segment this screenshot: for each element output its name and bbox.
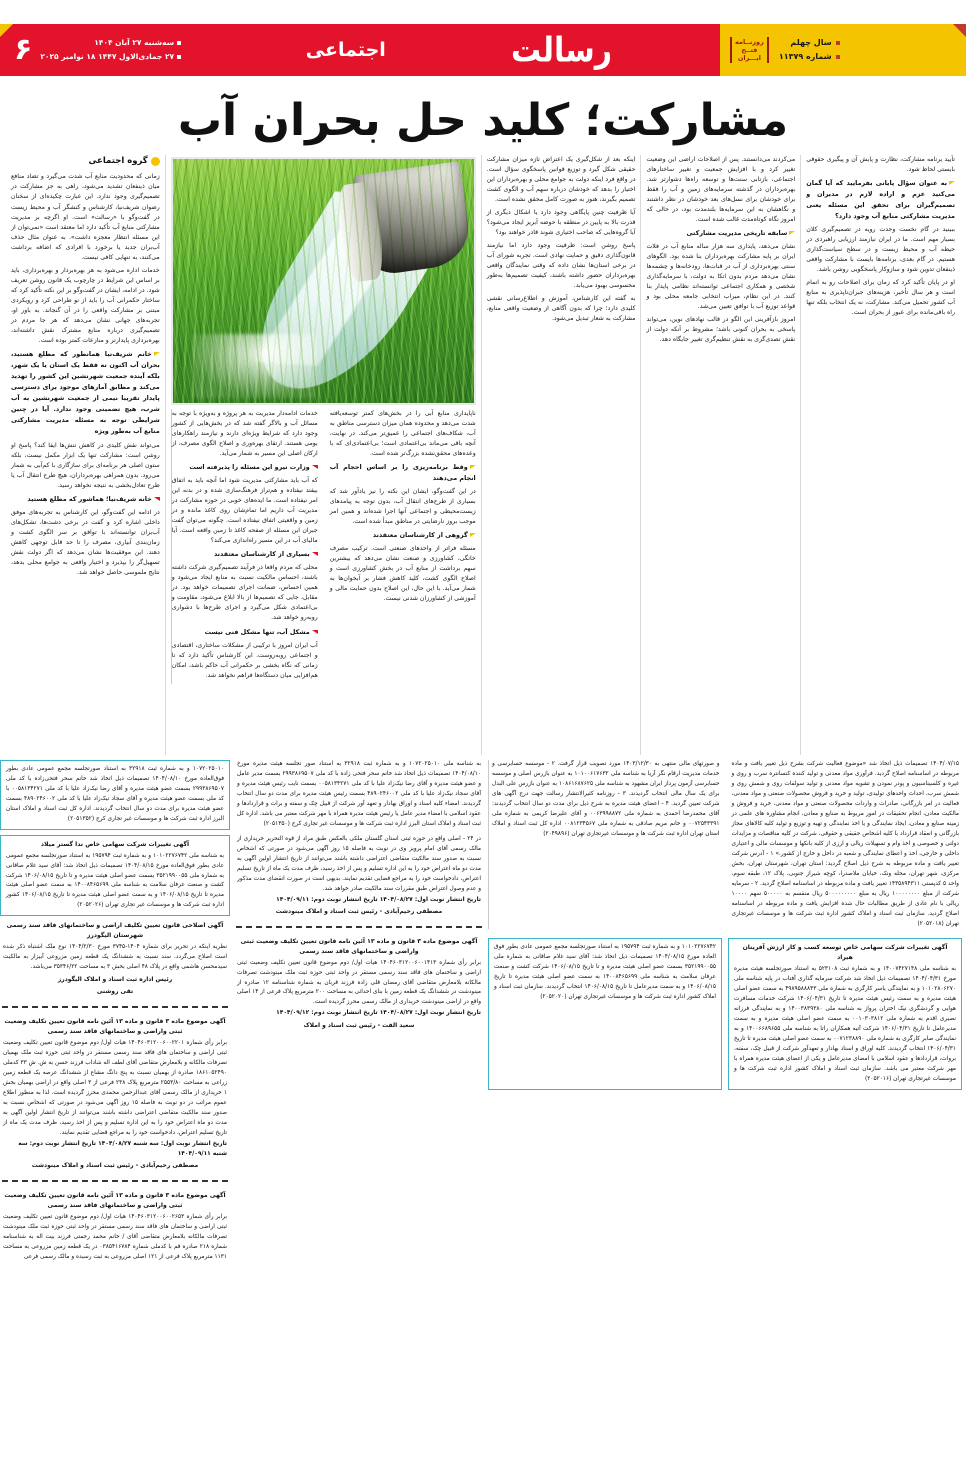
paragraph: به گفته این کارشناس، آموزش و اطلاع‌رسانی نقشی کلیدی دارد؛ چرا که بدون آگاهی از وضعیت واقعی منابع، مشارکت به شعار تبدیل می‌شود. [486, 295, 636, 323]
paragraph: نشان می‌دهد، پایداری سه هزار ساله منابع آب در فلات ایران بر پایه مشارکت بهره‌برداران بنا شده بود. الگوهای سنتی بهره‌برداری از آب در قنات‌ها، رودخانه‌ها و چشمه‌ها نشان می‌دهد مردم بدون اتکا به دولت، با سرمایه‌گذاری شخصی و همکاری اجتماعی توانسته‌اند نظامی پایدار بنا کنند. در این نظام، میراب انتخابی جامعه محلی بود و قواعد توزیع آب با توافق تعیین می‌شد. [646, 242, 796, 311]
article-column-left [800, 155, 960, 755]
triangle-bullet-icon [312, 552, 318, 556]
paper-name: رسالت [510, 29, 612, 71]
masthead-issue-block [720, 24, 966, 76]
classified-notice-boxed [0, 835, 230, 917]
photo-under-col-left [326, 409, 476, 684]
triangle-bullet-icon [154, 352, 160, 356]
date-lunar-gregorian: ۲۷ جمادی‌الاول ۱۴۴۷ ۱۸ نوامبر ۲۰۲۵ [40, 52, 175, 61]
classifieds-column-wide [488, 760, 962, 1438]
section-name: اجتماعی [305, 39, 386, 61]
classified-notice [0, 1017, 230, 1171]
classified-notice [729, 760, 963, 929]
paragraph: محلی که مردم واقعا در فرآیند تصمیم‌گیری شرکت داشته باشند، احساس مالکیت نسبت به منابع ایجاد می‌شود و همین احساس، ضمانت اجرای تصمیمات خواهد بود. در مقابل، جایی که تصمیم‌ها از بالا ابلاغ می‌شود، مقاومت و بی‌اعتمادی شکل می‌گیرد و اجرای طرح‌ها با دشواری روبه‌رو خواهد شد. [171, 564, 318, 622]
notice-body: ۱۴۰۴/۰۷/۱۵ تصمیمات ذیل اتخاذ شد «موضوع فعالیت شرکت بشرح ذیل تغییر یافت و ماده مربوطه در اساسنامه اصلاح گردید. فرآوری مواد معدنی و تولید کننده کنسانتره سرب و روی و غیره و کلسیناسیون و پودر نمودن و تشویه مواد معدنی و تولید سولفات روی و شمش روی و شمش سرب، احداث واحدهای تولیدی، تولید و خرید و فروش محصولات صنعتی و مواد معدنی، فعالیت در امر بازرگانی، صادرات و واردات محصولات صنعتی و مواد معدنی، خرید و فروش و مالکیت معادن، انجام تحقیقات در امور مربوط به صنایع و معادن، انجام مشاوره های علمی در زمینه صنایع و معادن، ایجاد نمایندگی و یا اخذ نمایندگی و تهیه و توزیع و تولید کلیه کالاهای مجاز بازرگانی و انعقاد قرارداد با کلیه اشخاص حقیقی و حقوقی، شرکت در کلیه مناقصات و مزایدات دولتی و خصوصی و اخذ وام و تسهیلات ریالی و ارزی از کلیه بانکها و موسسات مالی و اعتباری داخلی و خارجی، اخذ و اعطای نمایندگی و شعبه در داخل و خارج از کشور.» [731, 761, 959, 857]
subheading: خانه شریف‌نیا؛ هماشور که مطلع هستید [27, 494, 152, 503]
paragraph: او در پایان تأکید کرد که زمان برای اصلاحات رو به اتمام است و هر سال تأخیر، هزینه‌های جبران‌ناپذیری به منابع آب کشور تحمیل می‌کند. مشارکت، نه یک انتخاب بلکه تنها راه باقی‌مانده برای عبور از بحران است. [806, 279, 955, 317]
triangle-bullet-icon [312, 465, 318, 469]
classified-notice-boxed [488, 938, 722, 1089]
article-columns [6, 155, 960, 755]
masthead-dates [40, 36, 180, 65]
subheading: به عنوان سؤال پایانی بفرمایید که آیا گمان می‌کنید عزم و اراده لازم در مدیران و تصمیم‌گیران برای تحقق این مسئله یعنی مدیریت مشارکتی منابع آب وجود دارد؟ [806, 178, 955, 220]
classifieds-column-right [0, 760, 230, 1438]
notice-body: برابر رأی شماره ۱۴۰۴۶۰۳۱۲۰۰۶۰۰۲۶۵۳ هیات اول/ دوم موضوع قانون تعیین تکلیف وضعیت ثبتی اراضی و ساختمان های فاقد سند رسمی مستقر در واحد ثبتی حوزه ثبت ملک مینودشت تصرفات مالکانه بلامعارض متقاضی آقای / خانم محمد رحمتی فرزند بیت اله به شناسنامه شماره ۲۱۸ صادره قم با کدملی شماره ۰۳۸۵۴۱۶۷۸۴ در یک قطعه زمین مزروعی به مساحت ۱۱۳۱ مترمربع پلاک فرعی از ۱۲۱ اصلی مزروعی به ثبت رسیده و مالک رسمی فرعی [3, 1213, 228, 1260]
corner-triangle-red-icon [953, 24, 966, 37]
paragraph: آیا ظرفیت چنین پایگاهی وجود دارد یا اشکال دیگری از قدرت بالا به پایین در منطقه با حوضه آبریز ایجاد می‌شود؟ آیا گروه‌هایی که صاحب اختیاری شوند قادر خواهند بود؟ [486, 208, 636, 236]
notice-body: برابر رأی شماره ۱۴۰۴۶۰۳۱۲۰۰۶۰۰۱۴۱۳ هیات اول/ دوم موضوع قانون تعیین تکلیف وضعیت ثبتی اراضی و ساختمان های فاقد سند رسمی مستقر در واحد ثبتی حوزه ثبت ملک مینودشت تصرفات مالکانه بلامعارض متقاضی آقای رمضان قلی زاده فرزند قربان به شماره شناسنامه ۱۲ صادره از مینودشت در ششدانگ یک قطعه زمین با بنای احداثی به مساحت ۲۰۰ مترمربع پلاک فرعی از ۱۴ اصلی واقع در اراضی مینودشت خریداری از مالک رسمی محرز گردیده است. [237, 959, 482, 1006]
photo-under-col-right [171, 409, 322, 684]
article-photo [171, 157, 476, 405]
article-headline: مشارکت؛ کلید حل بحران آب [177, 95, 789, 146]
paragraph: آب ایران امروز با ترکیبی از مشکلات ساختاری، اقتصادی و اجتماعی روبه‌روست. این کارشناس تأکید دارد که تا زمانی که نگاه بخشی بر حکمرانی آب حاکم باشد، امکان هم‌افزایی میان دستگاه‌ها فراهم نخواهد شد. [171, 641, 318, 679]
subheading: سابقه تاریخی مدیریت مشارکتی [686, 228, 788, 237]
paragraph: امروز بازآفرینی این الگو در قالب نهادهای نوین، می‌تواند پاسخی به بحران کنونی باشد؛ مشروط بر آنکه دولت از نقش تصدی‌گری به نقش تنظیم‌گری تغییر جایگاه دهد. [646, 316, 796, 344]
paragraph: در این گفت‌وگو، ایشان این نکته را نیز یادآور شد که بسیاری از طرح‌های انتقال آب، بدون توجه به پیامدهای زیست‌محیطی و اجتماعی آنها اجرا شده‌اند و همین امر موجب بروز نارضایتی در مناطق مبدأ شده است. [329, 487, 476, 526]
article-column-left-mid [640, 155, 800, 755]
notice-signature: مصطفی رحیم‌آبادی - رئیس ثبت اسناد و املاک مینودشت [275, 907, 443, 915]
newspaper-logo [730, 37, 769, 63]
article-photo-wrap [171, 157, 476, 405]
bullet-square-icon [836, 55, 840, 59]
paragraph: که آب باید مشارکتی مدیریت شود اما آنچه باید به اتفاق بیفتد نیفتاده و هم‌تراز فرهنگ‌سازی شده و در بدنه این امر نیفتاده است. ما ایده‌های خوبی در حوزه مشارکت در مدیریت آب داریم اما تمام‌شان روی کاغذ مانده و در زمین و واقعیتی اتفاق نیفتاده است. چگونه می‌توان گفت جبران این مسئله از صفحه کاغذ تا زمین واقعه است. آیا مالیای آب در این مسیر راه‌اندازی می‌کند؟ [171, 476, 318, 545]
notice-dates: تاریخ انتشار نوبت اول: ۱۴۰۴/۰۸/۲۷ تاریخ انتشار نوبت دوم: ۱۴۰۴/۰۹/۱۱ [276, 896, 481, 903]
logo-line-1: روزنــامه [735, 37, 764, 46]
classified-notice [234, 760, 484, 830]
notice-body: نظریه اینکه در تحریر برای شماره ۱۴۰۴-۳۷۴۵ مورخ ۱۴۰۴/۲/۳۰ نوع ملک اشتباه ذکر شده است اصلاح می‌گردد. سند نسبت به ششدانگ یک قطعه زمین مزروعی آبیزار به مالکیت سیدمحسن هاشمی واقع در پلاک ۴۸ اصلی بخش ۳ به مساحت ۳۵۳۴۶/۲۲ می‌باشد. [3, 943, 227, 970]
notice-signature: سعید الفت - رئیس ثبت اسناد و املاک [303, 1021, 415, 1029]
byline-text: گروه اجتماعی [88, 155, 148, 166]
byline-dot-icon [151, 157, 160, 166]
notice-body: در ۲۴ - اصلی واقع در حوزه ثبتی استان گلستان ملکی بالعکس طبق مراد از قوه التحریر خریداری از مالک رسمی آقای امام پرویز وی در نوبت به فاصله ۱۵ روز آگهی می‌شود در صورتی که اشخاص نسبت به صدور سند مالکیت متقاضی اعتراضی داشته باشند می‌توانند از تاریخ انتشار اولین آگهی به مدت دو ماه اعتراض خود را به این اداره تسلیم و پس از اخذ رسید، ظرف مدت یک ماه از تاریخ تسلیم اعتراض، دادخواست خود را به مراجع قضایی تقدیم نمایند. بدیهی است در صورت انقضای مدت مذکور و عدم وصول اعتراض طبق مقررات سند مالکیت صادر خواهد شد. [237, 835, 481, 892]
notice-title: آگهی تغییرات شرکت سهامی خاص ندا گستر میلاد [40, 840, 190, 848]
subheading: وقط برنامه‌ریزی را بر اساس احجام آب انجام می‌دهند [329, 462, 476, 482]
subheading: بسیاری از کارشناسان معتقدند [213, 550, 310, 559]
classified-notice [488, 760, 723, 929]
notice-title: آگهی تغییرات شرکت سهامی خاص توسعه کسب و کار ارزش آفرینان هیراد [742, 944, 948, 962]
article-column-mid-left [481, 155, 641, 755]
notice-body: ۱۰۷۲۰۲۵۰۱۰ و به شماره ثبت ۳۲۹۱۸ به استناد صورتجلسه مجمع عمومی عادی بطور فوق‌العاده مورخ ۱۴۰۴/۰۸/۱۰ تصمیمات ذیل اتخاذ شد خانم سحر فتحی‌زاده با کد ملی ۲۹۹۳۸۶۹۵۰۷ بسمت عضو هیئت مدیره و آقای رضا نیک‌زاد علیا با کد ملی ۰۰۵۸۱۳۴۲۷۱ با کد ملی بسمت عضو هیئت مدیره و آقای سجاد نیک‌زاد علیا با کد ملی ۴۸۹۰۲۴۶۰۰۲ بسمت عضو هیئت مدیره برای مدت دو سال انتخاب گردیدند. اداره کل ثبت اسناد و املاک استان البرز اداره ثبت شرکت ها و موسسات غیر تجاری کرج (۲۰۵۱۳۵۲) [6, 766, 225, 822]
subheading: وزارت نیرو این مسئله را پذیرفته است [189, 462, 310, 471]
corner-triangle-yellow-icon [0, 24, 13, 37]
logo-line-3: ایـــران [737, 54, 761, 63]
notice-dates: تاریخ انتشار نوبت اول: سه شنبه ۱۴۰۴/۰۸/۲۷ تاریخ انتشار نوبت دوم: سه شنبه ۱۴۰۴/۰۹/۱۱ [18, 1140, 227, 1157]
masthead-date-block [14, 32, 181, 67]
paragraph: می‌کردند می‌دانستند. پس از اصلاحات اراضی این وضعیت تغییر کرد و با افزایش جمعیت و تغییر ساختارهای اجتماعی، بازتابی سنت‌ها و توسعه راه‌ها دشوارتر شد. بهره‌برداران در گذشته سرمایه‌های زمین و آب را فقط برای خودشان برای نسل‌های بعد خودشان در نظر داشتند و نگاهشان به این سرمایه‌ها بلندمدت بود، در حالی که امروز نگاه کوتاه‌مدت غالب شده است. [646, 155, 796, 223]
notice-body: برابر رأی شماره ۱۴۰۴۶۰۳۱۲۰۰۶۰۰۲۲۰۱ هیات اول/ دوم موضوع قانون تعیین تکلیف وضعیت ثبتی اراضی و ساختمان های فاقد سند رسمی مستقر در واحد ثبتی حوزه ثبت ملک بهمیان تصرفات مالکانه و بلامعارض متقاضی آقای لطف اله شاداب فرزند حسن به ش. ش ۳۳ کدملی ۱۸۶۱۰۵۲۴۹۰ صادره از بهمیان نسبت به پنج دانگ مشاع از ششدانگ عرصه یک قطعه زمین زراعی به مساحت ۲۵۵۳/۸۰ مترمربع پلاک ۲۳۸ فرعی از ۳ اصلی واقع در اراضی بهمیان بخش ۱ خریداری از مالک رسمی آقای عبدالرحمن محمدی محرز گردیده است. لذا به منظور اطلاع عموم مراتب در دو نوبت به فاصله ۱۵ روز آگهی می‌شود در صورتی که اشخاص نسبت به صدور سند مالکیت متقاضی اعتراضی داشته باشند می‌توانند از تاریخ انتشار اولین آگهی به مدت دو ماه اعتراض خود را به این اداره تسلیم و پس از اخذ رسید، ظرف مدت یک ماه از تاریخ تسلیم اعتراض، دادخواست خود را به مراجع قضایی تقدیم نمایند. [3, 1039, 228, 1136]
masthead-issue-number: شماره ۱۱۳۷۹ [778, 52, 832, 61]
subheading: مشکل آب، تنها مشکل فنی نیست [204, 627, 310, 636]
classifieds-region [0, 756, 966, 1446]
paragraph: ببینید در گام نخست وحدت رویه در تصمیم‌گیری کلان بسیار مهم است. ما در ایران نیازمند ارزیابی راهبردی در حیطه آب و محیط زیست و در سطح سیاست‌گذاری هستیم. در گام بعدی، برنامه‌ها بایست با مشارکت واقعی ذینفعان تدوین شود و سازوکار پاسخگویی روشن باشد. [806, 225, 955, 274]
paragraph: در ادامه این گفت‌وگو، این کارشناس به تجربه‌های موفق داخلی اشاره کرد و گفت در برخی دشت‌ها، تشکل‌های آب‌بران توانسته‌اند با توافق بر سر الگوی کشت و زمان‌بندی آبیاری، مصرف را تا حد قابل توجهی کاهش دهند. این موفقیت‌ها نشان می‌دهد که اگر دولت نقش تسهیل‌گر را بپذیرد و اختیار واقعی به جوامع محلی بدهد، نتایج ملموسی حاصل خواهد شد. [10, 508, 160, 577]
notice-title: آگهی موضوع ماده ۳ قانون و ماده ۱۳ آئین نامه قانون تعیین تکلیف وضعیت ثبتی واراضی و ساختمانهای فاقد سند رسمی [4, 1192, 226, 1209]
logo-line-2: فتــح [741, 45, 758, 54]
paragraph: زمانی که محدودیت منابع آب شدت می‌گیرد و تضاد منافع میان ذینفعان تشدید می‌شود، راهی به جز مشارکت در تصمیم‌گیری وجود ندارد. این عبارت چکیده‌ای از سخنان رضوان شریف‌نیا، کارشناس و کنشگر آب و محیط زیست در گفت‌وگو با «رسالت» است. او اگرچه بر مدیریت مشارکتی منابع آب تأکید دارد اما معتقد است «نمی‌توان از این مسئله انتظار معجزه داشت». به عنوان مثال حذف آب‌بران جدید یا برخورد با افرادی که اضافه برداشت می‌کنند، به تنهایی کافی نیست. [10, 173, 160, 261]
classified-notice-boxed [0, 760, 230, 830]
paragraph: ناپایداری منابع آبی را در بخش‌های کمتر توسعه‌یافته شدت می‌دهد و محدوده همان میزان دسترسی مناطق به آب، شکاف‌های اجتماعی را عمیق‌تر می‌کند. در نهایت، آنچه باقی می‌ماند بی‌اعتمادی است؛ بی‌اعتمادی‌ای که با وعده‌های محقق‌نشده بزرگ‌تر شده است. [329, 409, 476, 457]
classified-notice [0, 1191, 230, 1262]
paragraph: خدمات ادامه‌دار مدیریت به هر پروژه و به‌ویژه با توجه به مسائل آب و بالاگر گفته شد که در بخش‌هایی از کشور وجود دارد که شرایط ویژه‌ای دارند و نیازمند راهکارهای بومی هستند. ارتقای بهره‌وری و اصلاح الگوی مصرف، از ارکان اصلی این مسیر به شمار می‌آید. [171, 409, 318, 457]
triangle-bullet-icon [789, 231, 795, 235]
triangle-bullet-icon [949, 181, 955, 185]
notice-body: به شناسه ملی ۱۰۱۰۲۲۷۶۷۴۲ و به شماره ثبت ۱۹۵۷۹۴ به استناد صورتجلسه مجمع عمومی عادی بطور فوق‌العاده مورخ ۱۴۰۴/۰۸/۱۵ تصمیمات ذیل اتخاذ شد: آقای سید غلام صاقانی به شماره ملی ۳۵۲۱۹۹۰۰۵۵ بسمت عضو اصلی هیئت مدیره و تا تاریخ ۱۴۰۶/۰۸/۱۵ شرکت کشت و صنعت عرفان سلامت به شناسه ملی ۱۴۰۰۸۴۶۵۶۹۹ به سمت عضو اصلی هیئت مدیره تا تاریخ ۱۴۰۶/۰۸/۱۵ و به سمت عضو اصلی هیئت مدیره تا تاریخ ۱۴۰۶/۰۸/۱۵ کشور اداره ثبت شرکت ها و موسسات غیر تجاری تهران (۲۰۵۲۰۲۶) [6, 852, 225, 909]
classified-notice [234, 937, 484, 1031]
masthead-red-bar [0, 24, 720, 76]
notice-body-extra: ۱ - آدرس شرکت تغییر یافت و ماده مربوطه به شرح ذیل اصلاح گردید: استان تهران، شهرستان تهران، بخش مرکزی، شهر تهران، محله ونک، خیابان ملاصدرا، کوچه شیراز جنوبی، پلاک ۱۲، طبقه سوم، واحد ۵ کدپستی ۱۴۳۵۸۹۴۳۱۱ تغییر یافت و ماده مربوطه در اساسنامه اصلاح گردید. ۲ - سرمایه شرکت از مبلغ ۱۰۰۰۰۰۰۰۰ ریال به مبلغ ۵۰۰۰۰۰۰۰۰۰ ریال منقسم به ۵۰۰۰۰۰ سهم ۱۰۰۰۰ ریالی با نام عادی از طریق مطالبات حال شده افزایش یافت و ماده مربوطه در اساسنامه اصلاح گردید. سازمان ثبت اسناد و املاک کشور اداره ثبت شرکت ها و موسسات غیرتجاری تهران (۲۰۵۲۰۱۸) [731, 850, 960, 927]
notice-signature-name: تقی روشنی [96, 988, 134, 996]
notice-dates: تاریخ انتشار نوبت اول: ۱۴۰۴/۰۸/۲۷ تاریخ انتشار نوبت دوم: ۱۴۰۴/۰۹/۱۲ [276, 1010, 481, 1017]
article-byline [11, 155, 160, 169]
classified-notice-boxed [728, 938, 962, 1089]
notice-body: ۱۰۱۰۲۲۷۶۷۴۲ و به شماره ثبت ۱۹۵۷۹۴ به استناد صورتجلسه مجمع عمومی عادی بطور فوق العاده مورخ ۱۴۰۴/۰۸/۱۵ تصمیمات ذیل اتخاذ شد: آقای سید غلام صاقانی به شماره ملی ۳۵۲۱۹۹۰۰۵۵ بسمت عضو اصلی هیئت مدیره و تا تاریخ ۱۴۰۶/۰۸/۱۵ شرکت کشت و صنعت عرفان سلامت به شناسه ملی ۱۴۰۰۸۴۶۵۶۹۹ به سمت عضو اصلی هیئت مدیره تا تاریخ ۱۴۰۶/۰۸/۱۵ و به سمت مدیرعامل تا تاریخ ۱۴۰۶/۰۸/۱۵ انتخاب گردیدند. سازمان ثبت اسناد و املاک کشور اداره ثبت شرکت ها و موسسات غیرتجاری تهران (۲۰۵۲۰۲۰) [494, 944, 717, 1001]
notice-signature: رئیس اداره ثبت اسناد و املاک الیگودرز [57, 975, 173, 983]
notice-title: آگهی اصلاحی قانون تعیین تکلیف اراضی و ساختمانهای فاقد سند رسمی شهرستان الیگودرز [6, 922, 224, 940]
subheading: گروهی از کارشناسان معتقدند [372, 531, 468, 540]
classified-notice [0, 921, 230, 997]
notice-body: به شناسه ملی ۱۰۷۲۰۲۵۰۱۰ و به شماره ثبت ۳۲۹۱۸ به استناد صور تجلسه هیئت مدیره مورخ ۱۴۰۴/۰۸/۱۰ تصمیمات ذیل اتخاذ شد خانم سحر فتحی زاده با کد ملی ۲۹۹۳۸۶۹۵۰۷ بسمت مدیر عامل و عضو هیئت مدیره و آقای رضا نیک‌زاد علیا با کد ملی ۰۰۵۸۱۳۴۲۷۱ بسمت نایب رئیس هیئت مدیره و آقای سجاد نیک‌زاد علیا با کد ملی ۴۸۹۰۲۴۶۰۰۲ بسمت رئیس هیئت مدیره برای مدت دو سال انتخاب گردیدند. امضاء کلیه اسناد و اوراق بهادار و تعهد آور شرکت از قبیل چک و سفته و برات و قراردادها و عقود اسلامی با امضاء مدیر عامل یا رئیس هیئت مدیره همراه با مهر شرکت معتبر می باشد. اداره کل ثبت اسناد و املاک استان البرز اداره ثبت شرکت ها و موسسات غیر تجاری کرج (۲۰۵۱۳۵۰) [237, 761, 481, 827]
notice-body: به شناسه ملی ۱۴۰۰۷۴۲۷۱۴۸ و به شماره ثبت ۵۲۳۱۰۸ به استناد صورتجلسه هیئت مدیره مورخ ۱۴۰۴/۰۴/۳۱ تصمیمات ذیل اتخاذ شد شرکت سرمایه گذاری آفتاب در پایه شناسه ملی ۱۰۱۰۲۸۰۶۲۷۰ و به نمایندگی یاسر کارگری به شماره ملی ۴۹۸۹۵۸۸۸۴۳ به سمت عضو اصلی هیئت مدیره و به سمت رئیس هیئت مدیره تا تاریخ ۱۴۰۶/۰۴/۳۱ شرکت خدمات مسافرت هوایی و گردشگری نیک اختران پرواز به شناسه ملی ۱۴۰۰۳۸۳۹۳۸۰ و به نمایندگی فرزانه نصیری اقدم به شماره ملی ۰۰۱۰۳۰۳۸۱۲ به سمت عضو اصلی هیئت مدیره و به سمت مدیرعامل تا تاریخ ۱۴۰۶/۰۴/۳۱ شرکت آتیه همکاران راتا به شناسه ملی ۱۴۰۰۶۶۸۹۶۵۵ و به نمایندگی صابر کارگری به شماره ملی ۰۰۷۱۲۳۸۸۹۰ به سمت عضو اصلی هیئت مدیره تا تاریخ ۱۴۰۶/۰۴/۳۱ انتخاب گردیدند. کلیه اوراق و اسناد بهادار و تعهدآور شرکت از قبیل چک، سفته، بروات، قراردادها و عقود اسلامی با امضای مدیرعامل و یکی از اعضای هیئت مدیره همراه با مهر شرکت معتبر می باشد. سازمان ثبت اسناد و املاک کشور اداره ثبت شرکت ها و موسسات غیرتجاری تهران (۲۰۵۲۰۱۶) [734, 965, 957, 1082]
notice-signature: مصطفی رحیم‌آبادی - رئیس ثبت اسناد و املاک مینودشت [31, 1161, 199, 1169]
paragraph: اینکه بعد از شکل‌گیری یک اعتراض تازه میزان مشارکت حقیقی شکل گیرد و توزیع قوانین پاسخگوی سؤال است. در واقع فرد اینکه دولت به جوامع محلی و بهره‌برداران این اختیار را بدهد که خودشان درباره سهم آب و الگوی کشت تصمیم بگیرند، هنوز به صورت کامل محقق نشده است. [486, 155, 636, 203]
paragraph: تأیید برنامه مشارکت، نظارت و پایش آن و پیگیری حقوقی بایستی لحاظ شود. [806, 155, 955, 173]
classifieds-column-mid [234, 760, 484, 1438]
triangle-bullet-icon [470, 465, 476, 469]
date-solar: سه‌شنبه ۲۷ آبان ۱۴۰۴ [94, 37, 175, 47]
notice-body: و صورتهای مالی منتهی به ۱۴۰۳/۱۲/۳۰ مورد تصویب قرار گرفت. ۲ - موسسه حسابرسی و خدمات مدیریت ارقام نگر آریا به شناسه ملی ۱۰۱۰۰۶۱۷۶۳۲ به عنوان بازرس اصلی و موسسه حسابرسی آزمون پرداز ایران مشهود به شناسه ملی ۱۰۸۶۱۶۸۷۶۲۵ به عنوان بازرس علی البدل برای یک سال مالی انتخاب گردیدند. ۳ - روزنامه کثیرالانتشار رسالت جهت درج آگهی های شرکت تعیین گردید. ۴ - اعضای هیئت مدیره به شرح ذیل برای مدت دو سال انتخاب گردیدند: آقای محمدرضا احمدی به شماره ملی ۰۰۶۳۹۹۸۸۷۲ و آقای علیرضا کریمی به شماره ملی ۰۰۷۲۵۴۳۳۹۱ و خانم مریم صادقی به شماره ملی ۰۰۸۱۲۳۴۵۶۷ اداره کل ثبت اسناد و املاک استان تهران اداره ثبت شرکت ها و موسسات غیرتجاری تهران (۲۰۴۹۸۹۶) [492, 761, 720, 837]
masthead-year: سال چهلم [790, 38, 832, 48]
notice-title: آگهی موضوع ماده ۳ قانون و ماده ۱۳ آئین نامه قانون تعیین تکلیف وضعیت ثبتی واراضی و ساختمانهای فاقد سند رسمی [4, 1018, 226, 1036]
article-column-right [6, 155, 165, 755]
subheading: خانم شریف‌نیا همانطور که مطلع هستید، بحران آب اکنون نه فقط یک استان یا یک شهر، بلکه آینده جمعیت شهرنشین این کشور را تهدید می‌کند و مطابق آمارهای موجود برای دسترسی پایدار تقریبا نیمی از جمعیت شهرنشین به آب شرب، هیچ تضمینی وجود ندارد. آیا در چنین شرایطی توجه به مسئله مدیریت مشارکتی منابع آب به‌طور ویژه [10, 350, 160, 436]
triangle-bullet-icon [312, 630, 318, 634]
paragraph: می‌تواند نقش کلیدی در کاهش تنش‌ها ایفا کند؟ پاسخ او روشن است: مشارکت تنها یک ابزار مکمل نیست، بلکه ستون اصلی هر برنامه‌ای برای سازگاری با کم‌آبی به شمار می‌رود. بدون همراهی بهره‌برداران، هیچ طرح انتقال آب یا طرح تعادل‌بخشی به نتیجه نخواهد رسید. [10, 441, 160, 489]
masthead-issue-lines [779, 36, 840, 63]
dashed-divider [2, 1180, 228, 1182]
article-column-center-photo [165, 155, 481, 755]
masthead [0, 24, 966, 76]
bullet-square-icon [177, 41, 181, 45]
dashed-divider [2, 1006, 228, 1008]
page-number: ۶ [14, 32, 33, 67]
bullet-square-icon [177, 55, 181, 59]
photo-under-columns [171, 409, 476, 684]
triangle-bullet-icon [154, 497, 160, 501]
paragraph: مسئله فراتر از واحدهای صنعتی است. ترکیب مصرف خانگی، کشاورزی و صنعت نشان می‌دهد که بیشترین سهم برداشت از منابع آب در بخش کشاورزی است و اصلاح الگوی کشت، کلید کاهش فشار بر آبخوان‌ها به شمار می‌آید. با این حال، این اصلاح بدون حمایت مالی و آموزشی از کشاورزان شدنی نیست. [329, 545, 476, 603]
classified-notice [234, 835, 484, 917]
bullet-square-icon [836, 41, 840, 45]
paragraph: پاسخ روشن است: ظرفیت وجود دارد اما نیازمند قانون‌گذاری دقیق و حمایت نهادی است. تجربه شورای آب در برخی استان‌ها نشان داده که وقتی نمایندگان واقعی بهره‌برداران حضور داشته باشند، کیفیت تصمیم‌ها به‌طور محسوسی بهبود می‌یابد. [486, 241, 636, 290]
dashed-divider [236, 926, 482, 928]
triangle-bullet-icon [470, 533, 476, 537]
article-region [0, 76, 966, 756]
notice-title: آگهی موضوع ماده ۳ قانون و ماده ۱۳ آئین نامه قانون تعیین تکلیف وضعیت ثبتی واراضی و ساختمانهای فاقد سند رسمی [240, 938, 478, 955]
photo-foreground-grass [173, 159, 474, 403]
paragraph: خدمات اداره می‌شود به هر بهره‌بردار و بهره‌برداری، باید بر اساس این شرایط در چارچوب یک قانون روشن تعریف شود. در ادامه، ایشان در گفت‌وگو بر این نکته تأکید کرد که ساختار حکمرانی آب را باید از نو طراحی کرد و رویکردی مبتنی بر مشارکت واقعی را در آن گنجاند. به باور او، تجربه‌های جهانی نشان می‌دهد که هر جا مردم در تصمیم‌گیری درباره منابع مشترک نقش داشته‌اند، بهره‌برداری پایدارتر و منازعات کمتر بوده است. [10, 266, 160, 345]
